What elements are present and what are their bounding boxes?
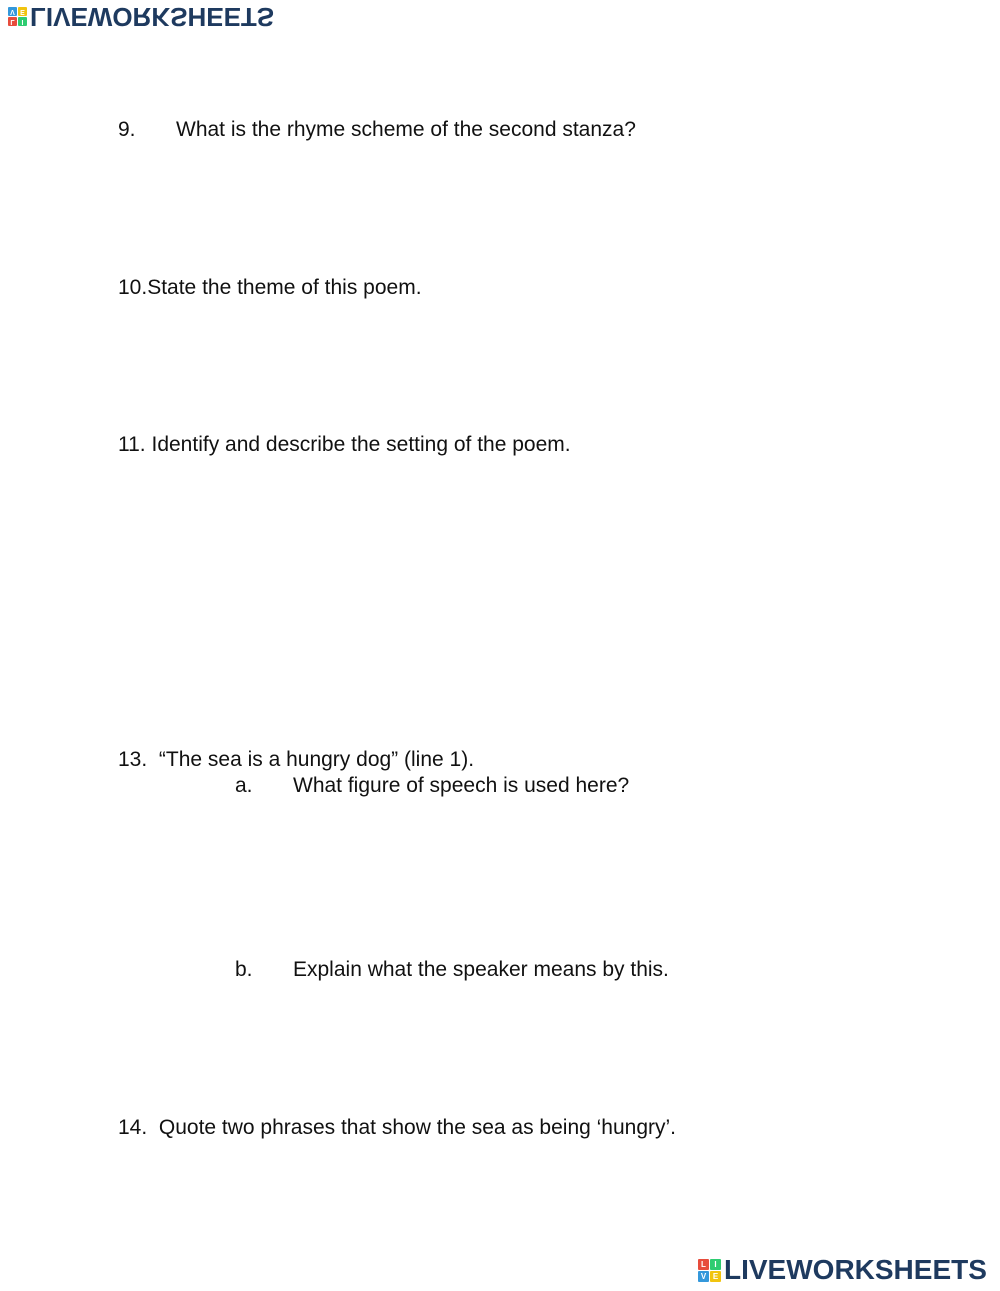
subquestion-a-text: What figure of speech is used here? <box>293 774 630 797</box>
question-14 <box>118 1116 676 1140</box>
logo-text: LIVEWORKSHEETS <box>724 1254 987 1285</box>
question-text: Identify and describe the setting of the poem. <box>151 433 571 456</box>
logo-cube: L <box>8 18 17 27</box>
subquestion-b-letter: b. <box>235 958 253 981</box>
question-13 <box>118 748 474 772</box>
question-number: 14. <box>118 1116 148 1139</box>
logo-cubes-icon <box>698 1259 721 1282</box>
subquestion-a-letter: a. <box>235 774 253 797</box>
logo-cube: V <box>698 1271 709 1282</box>
question-text: State the theme of this poem. <box>147 276 422 299</box>
question-11 <box>118 433 571 457</box>
question-text: Quote two phrases that show the sea as being ‘hungry’. <box>158 1116 677 1139</box>
logo-cube: I <box>18 18 27 27</box>
question-number: 10. <box>118 276 148 299</box>
logo-cube: I <box>710 1259 721 1270</box>
logo-cubes-icon <box>8 8 27 27</box>
logo-cube: V <box>8 8 17 17</box>
bottom-logo <box>698 1256 987 1284</box>
question-10 <box>118 276 422 300</box>
question-9-text: What is the rhyme scheme of the second stanza? <box>176 118 636 141</box>
logo-cube: E <box>710 1271 721 1282</box>
question-number: 13. <box>118 748 148 771</box>
logo-text: LIVEWORKSHEETS <box>30 2 275 32</box>
question-number: 9. <box>118 118 136 141</box>
question-9 <box>118 118 136 142</box>
logo-cube: E <box>18 8 27 17</box>
question-text: “The sea is a hungry dog” (line 1). <box>158 748 475 771</box>
logo-cube: L <box>698 1259 709 1270</box>
subquestion-b-text: Explain what the speaker means by this. <box>293 958 669 981</box>
question-number: 11. <box>118 433 146 456</box>
top-logo <box>8 4 274 30</box>
